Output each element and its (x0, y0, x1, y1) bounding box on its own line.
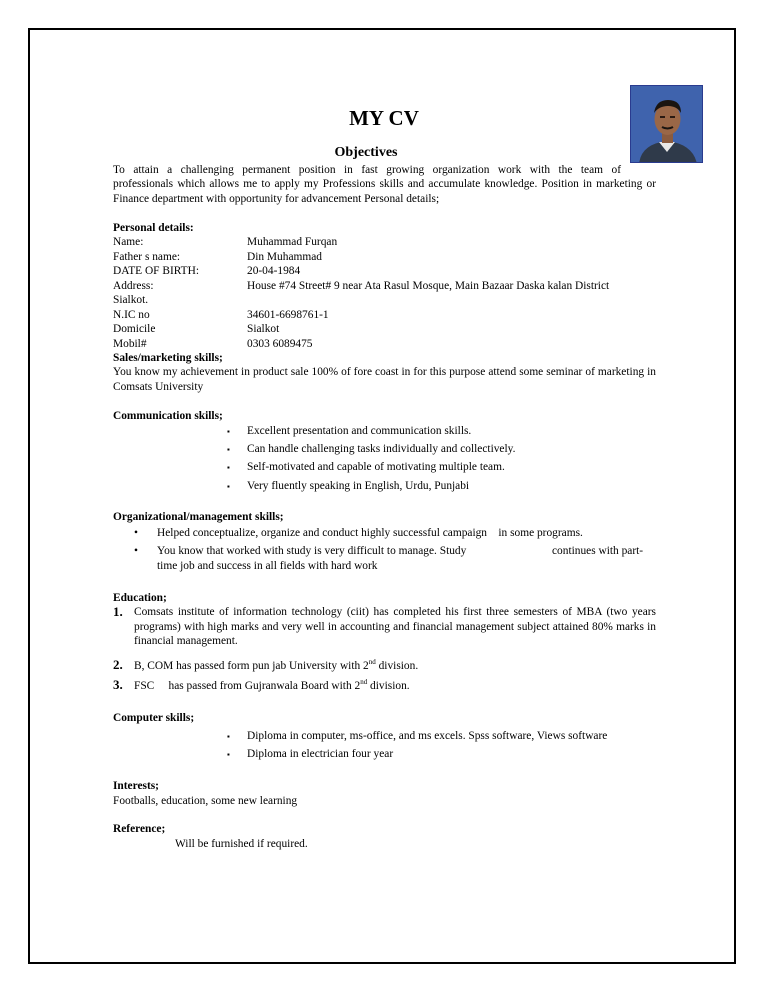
square-bullet-icon: ▪ (227, 427, 230, 436)
computer-skill-item: Diploma in electrician four year (247, 748, 394, 760)
mobile-value: 0303 6089475 (247, 338, 313, 350)
objectives-text: professionals which allows me to apply my Professions skills and accumulate knowledge. Position in marketing or Finance department with opportunity for advancement Personal details; (113, 178, 656, 205)
reference-heading: Reference; (113, 823, 166, 835)
address-value: House #74 Street# 9 near Ata Rasul Mosque, Main Bazaar Daska kalan District (247, 280, 610, 292)
list-number: 3. (113, 677, 123, 692)
organizational-item: Helped conceptualize, organize and conduct highly successful campaign in some programs. (157, 527, 583, 539)
communication-item: Can handle challenging tasks individually and collectively. (247, 443, 516, 455)
nic-label: N.IC no (113, 309, 150, 321)
computer-skills-heading: Computer skills; (113, 712, 195, 724)
square-bullet-icon: ▪ (227, 750, 230, 759)
domicile-value: Sialkot (247, 323, 280, 335)
father-name-value: Din Muhammad (247, 251, 322, 263)
personal-details-heading: Personal details: (113, 222, 194, 234)
mobile-label: Mobil# (113, 338, 147, 350)
square-bullet-icon: ▪ (227, 445, 230, 454)
nic-value: 34601-6698761-1 (247, 309, 329, 321)
objectives-line1: To attain a challenging permanent position in fast growing organization work with the team of (113, 164, 621, 176)
list-number: 2. (113, 657, 123, 672)
page-title: MY CV (349, 106, 419, 130)
square-bullet-icon: ▪ (227, 482, 230, 491)
dot-bullet-icon: • (134, 545, 138, 557)
dot-bullet-icon: • (134, 527, 138, 539)
education-item: FSC has passed from Gujranwala Board with 2nd division. (134, 678, 410, 692)
address-label: Address: (113, 280, 154, 292)
name-label: Name: (113, 236, 144, 248)
organizational-heading: Organizational/management skills; (113, 511, 284, 523)
domicile-label: Domicile (113, 323, 156, 335)
sales-heading: Sales/marketing skills; (113, 352, 223, 364)
organizational-item-cont: time job and success in all fields with hard work (157, 560, 378, 572)
father-name-label: Father s name: (113, 251, 181, 263)
interests-heading: Interests; (113, 780, 159, 792)
square-bullet-icon: ▪ (227, 463, 230, 472)
reference-text: Will be furnished if required. (175, 838, 308, 850)
education-heading: Education; (113, 592, 167, 604)
computer-skill-item: Diploma in computer, ms-office, and ms excels. Spss software, Views software (247, 730, 608, 742)
sales-text: You know my achievement in product sale 100% of fore coast in for this purpose attend some seminar of marketing in Comsats University (113, 366, 656, 393)
objectives-heading: Objectives (334, 145, 398, 160)
dob-value: 20-04-1984 (247, 265, 301, 277)
education-item: Comsats institute of information technology (ciit) has completed his first three semesters of MBA (two years programs) with high marks and very well in accounting and financial management subject attained 80% marks in financial management. (134, 606, 656, 648)
interests-text: Footballs, education, some new learning (113, 795, 298, 807)
communication-item: Excellent presentation and communication skills. (247, 425, 472, 437)
name-value: Muhammad Furqan (247, 236, 338, 248)
dob-label: DATE OF BIRTH: (113, 265, 200, 277)
organizational-item: You know that worked with study is very difficult to manage. Study (157, 545, 467, 557)
address-continued: Sialkot. (113, 294, 149, 306)
communication-heading: Communication skills; (113, 410, 223, 422)
communication-item: Very fluently speaking in English, Urdu, Punjabi (247, 480, 470, 492)
list-number: 1. (113, 604, 123, 619)
education-item: B, COM has passed form pun jab University with 2nd division. (134, 658, 419, 672)
communication-item: Self-motivated and capable of motivating multiple team. (247, 461, 505, 473)
square-bullet-icon: ▪ (227, 732, 230, 741)
organizational-item-cont: continues with part- (552, 545, 644, 557)
